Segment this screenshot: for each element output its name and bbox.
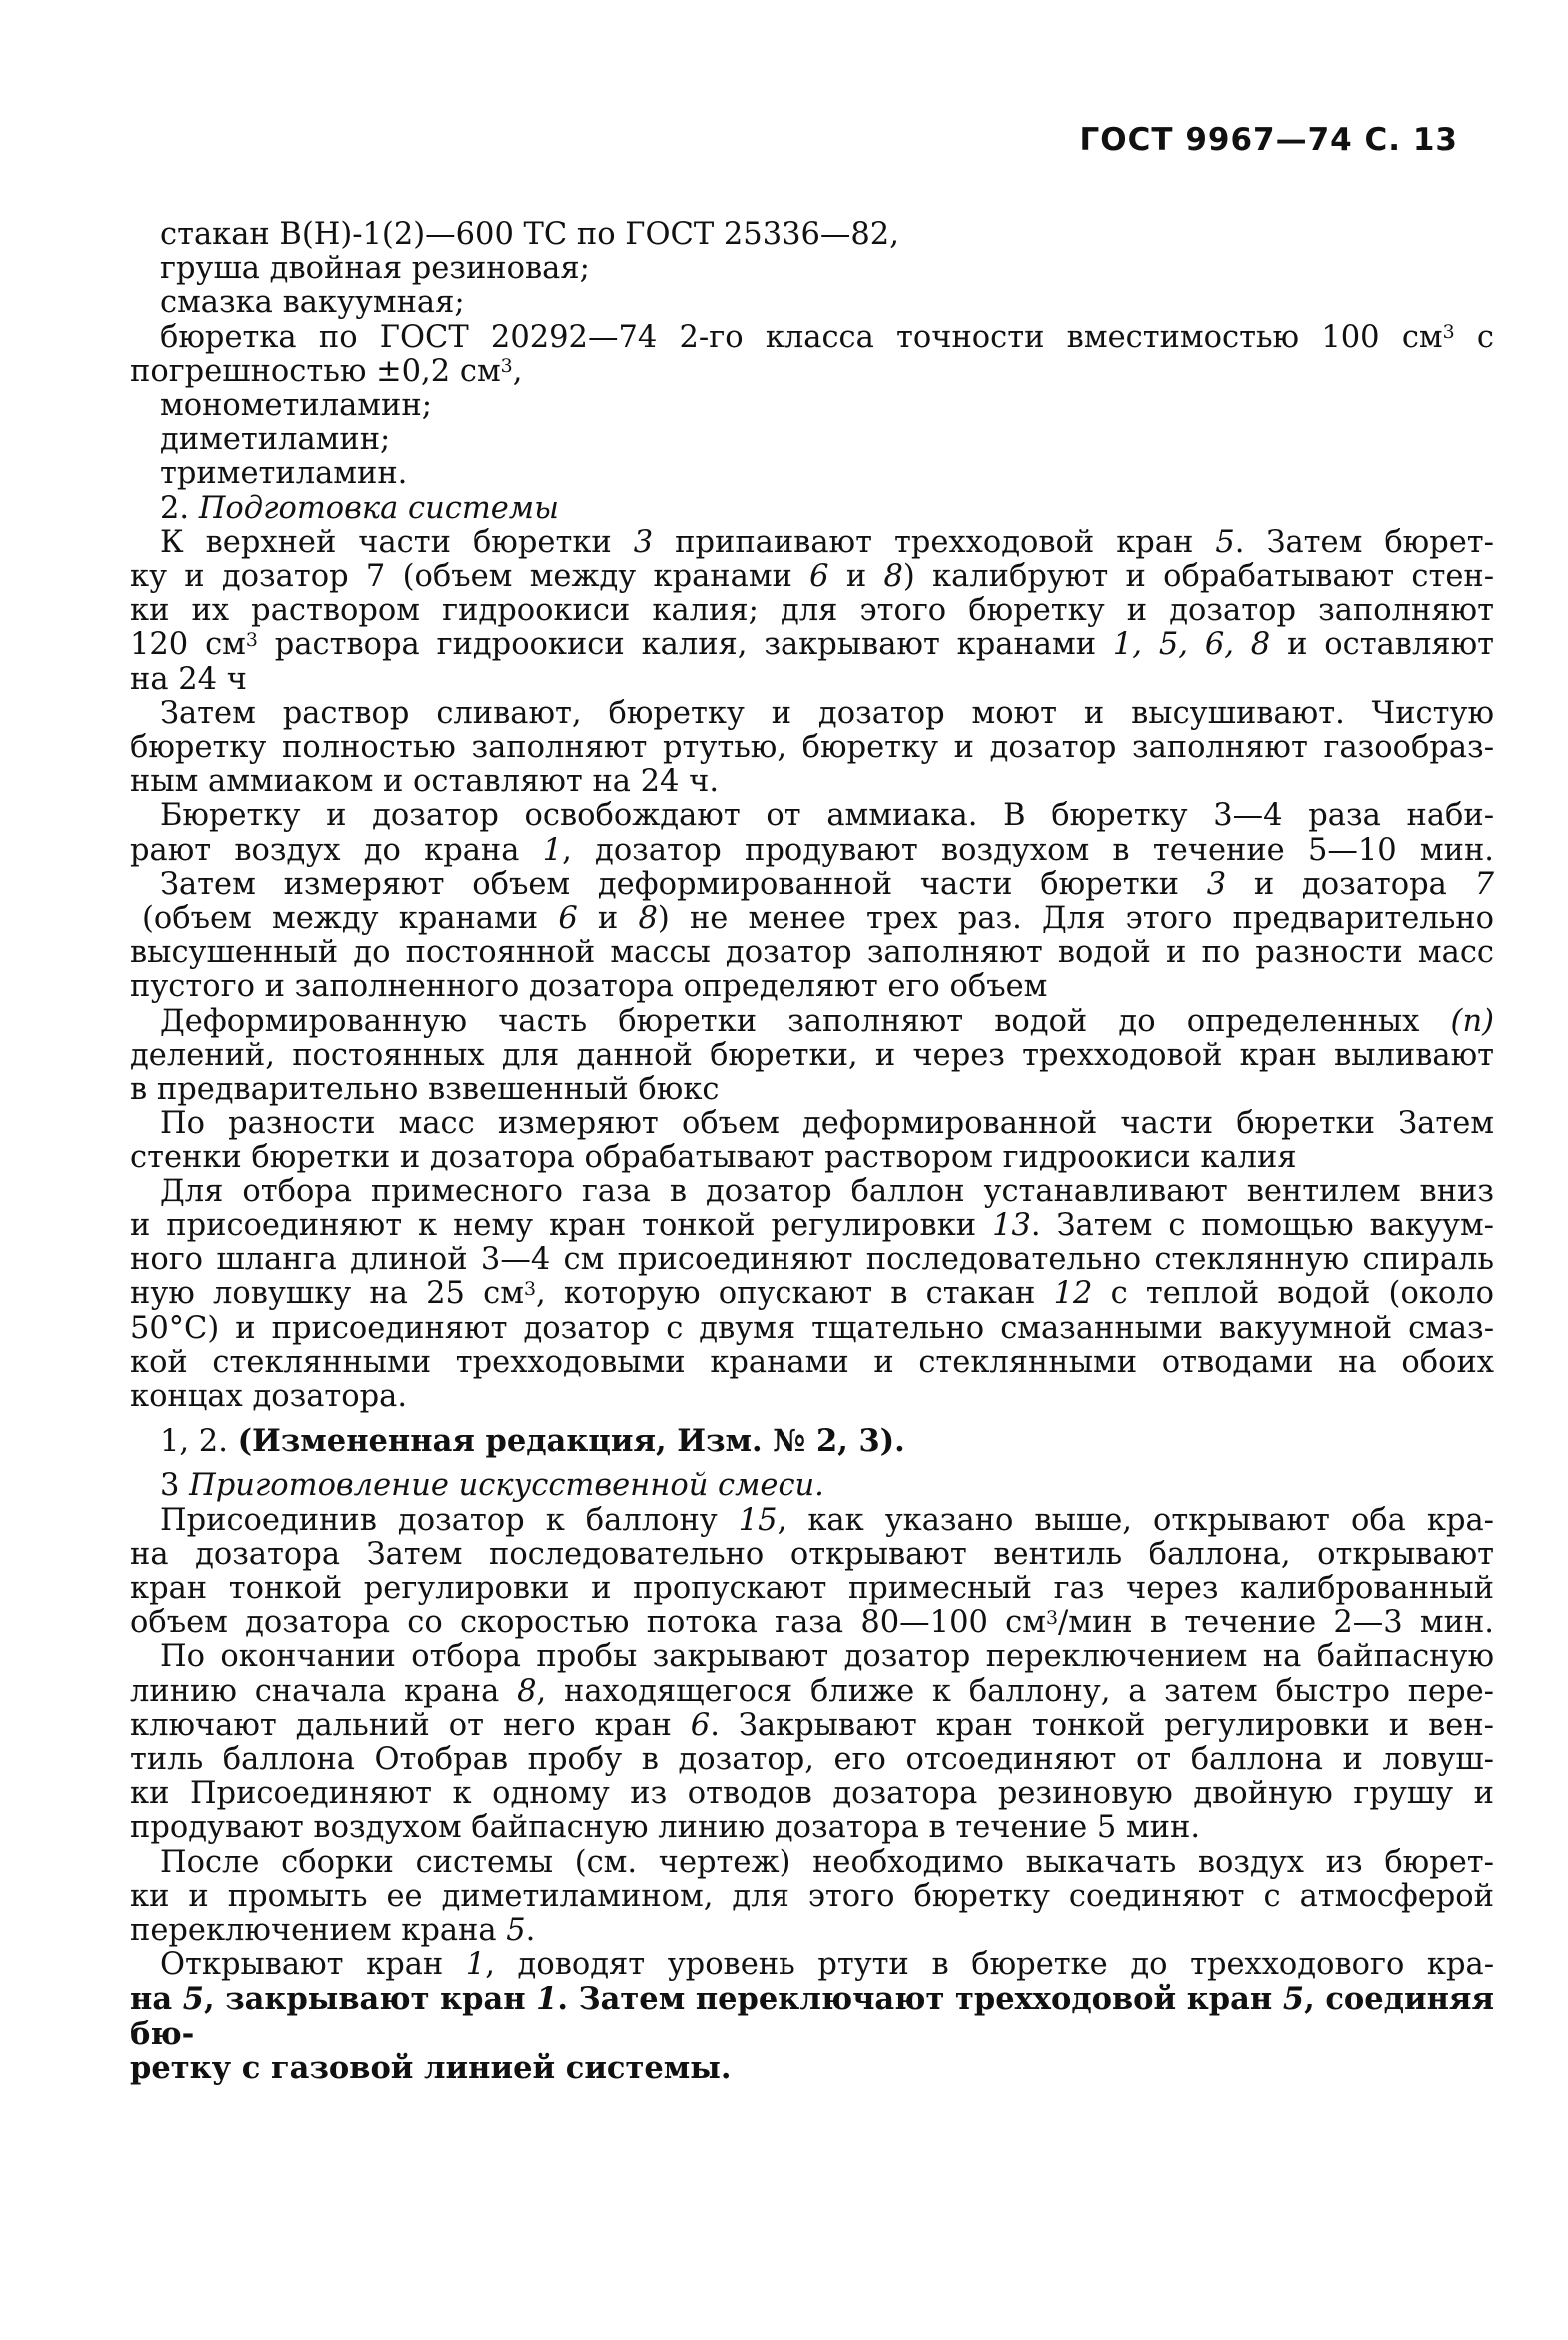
amendment-note: 1, 2. (Измененная редакция, Изм. № 2, 3).	[160, 1423, 905, 1460]
document-body	[130, 217, 1495, 2086]
reagent-line: стакан В(Н)-1(2)—600 ТС по ГОСТ 25336—82,	[160, 217, 899, 252]
page-header: ГОСТ 9967—74 С. 13	[1079, 122, 1458, 158]
section-heading-2: 2. Подготовка системы	[160, 490, 559, 526]
reagent-line: смазка вакуумная;	[160, 285, 465, 321]
reagent-line: погрешностью ±0,2 $см^3$,	[130, 353, 523, 389]
reagent-line: монометиламин;	[160, 388, 432, 424]
paragraph: По окончании отбора пробы закрывают дозатор переключением на байпасную линию сначала крана 8, находящегося ближе к баллону, а затем быстро пере- ключают дальний от него кран 6. Закрывают кран тонкой регулировки и вен- тиль баллона Отобрав пробу в дозатор, его отсоединяют от баллона и ловуш- ки Присоединяют к одному из отводов дозатора резиновую двойную грушу и продувают воздухом байпасную линию дозатора в течение 5 мин.	[130, 1639, 1494, 1846]
paragraph: По разности масс измеряют объем деформированной части бюретки Затем стенки бюретки и дозатора обрабатывают раствором гидроокиси калия	[130, 1106, 1494, 1175]
paragraph: Затем раствор сливают, бюретку и дозатор моют и высушивают. Чистую бюретку полностью заполняют ртутью, бюретку и дозатор заполняют газообраз- ным аммиаком и оставляют на 24 ч.	[130, 695, 1494, 800]
reagent-line: груша двойная резиновая;	[160, 251, 590, 287]
reagent-list	[130, 217, 1494, 492]
reagent-line: триметиламин.	[160, 456, 408, 492]
paragraph: Присоединив дозатор к баллону 15, как указано выше, открывают оба кра- на дозатора Затем последовательно открывают вентиль баллона, открывают кран тонкой регулировки и пропускают примесный газ через калиброванный объем дозатора со скоростью потока газа 80—100 $см^3$/мин в течение 2—3 мин.	[130, 1502, 1494, 1641]
paragraph: Открывают кран 1, доводят уровень ртути в бюретке до трехходового кра- на 5, закрывают кран 1. Затем переключают трехходовой кран 5, соединяя бю- ретку с газовой линией системы.	[130, 1947, 1495, 2086]
reagent-line: бюретка по ГОСТ 20292—74 2-го класса точности вместимостью 100 $см^3$ с	[160, 319, 1494, 355]
paragraph: После сборки системы (см. чертеж) необходимо выкачать воздух из бюрет- ки и промыть ее диметиламином, для этого бюретку соединяют с атмосферой переключением крана 5.	[130, 1844, 1494, 1948]
section-heading-3: 3 Приготовление искусственной смеси.	[160, 1468, 824, 1504]
paragraph: К верхней части бюретки 3 припаивают трехходовой кран 5. Затем бюрет- ку и дозатор 7 (объем между кранами 6 и 8) калибруют и обрабатывают стен- ки их раствором гидроокиси калия; для этого бюретку и дозатор заполняют 120 $см^3$ раствора гидроокиси калия, закрывают кранами 1, 5, 6, 8 и оставляют на 24 ч	[130, 524, 1495, 697]
paragraph: Затем измеряют объем деформированной части бюретки 3 и дозатора 7 (объем между кранами 6 и 8) не менее трех раз. Для этого предварительно высушенный до постоянной массы дозатор заполняют водой и по разности масс пустого и заполненного дозатора определяют его объем	[130, 866, 1495, 1005]
paragraph: Бюретку и дозатор освобождают от аммиака. В бюретку 3—4 раза наби- рают воздух до крана 1, дозатор продувают воздухом в течение 5—10 мин.	[130, 798, 1495, 868]
paragraph: Деформированную часть бюретки заполняют водой до определенных (n) делений, постоянных для данной бюретки, и через трехходовой кран выливают в предварительно взвешенный бюкс	[130, 1003, 1494, 1108]
reagent-line: диметиламин;	[160, 422, 391, 458]
paragraph: Для отбора примесного газа в дозатор баллон устанавливают вентилем вниз и присоединяют к нему кран тонкой регулировки 13. Затем с помощью вакуум- ного шланга длиной 3—4 см присоединяют последовательно стеклянную спираль ную ловушку на 25 $см^3$, которую опускают в стакан 12 с теплой водой (около 50°С) и присоединяют дозатор с двумя тщательно смазанными вакуумной смаз- кой стеклянными трехходовыми кранами и стеклянными отводами на обоих концах дозатора.	[130, 1173, 1494, 1414]
